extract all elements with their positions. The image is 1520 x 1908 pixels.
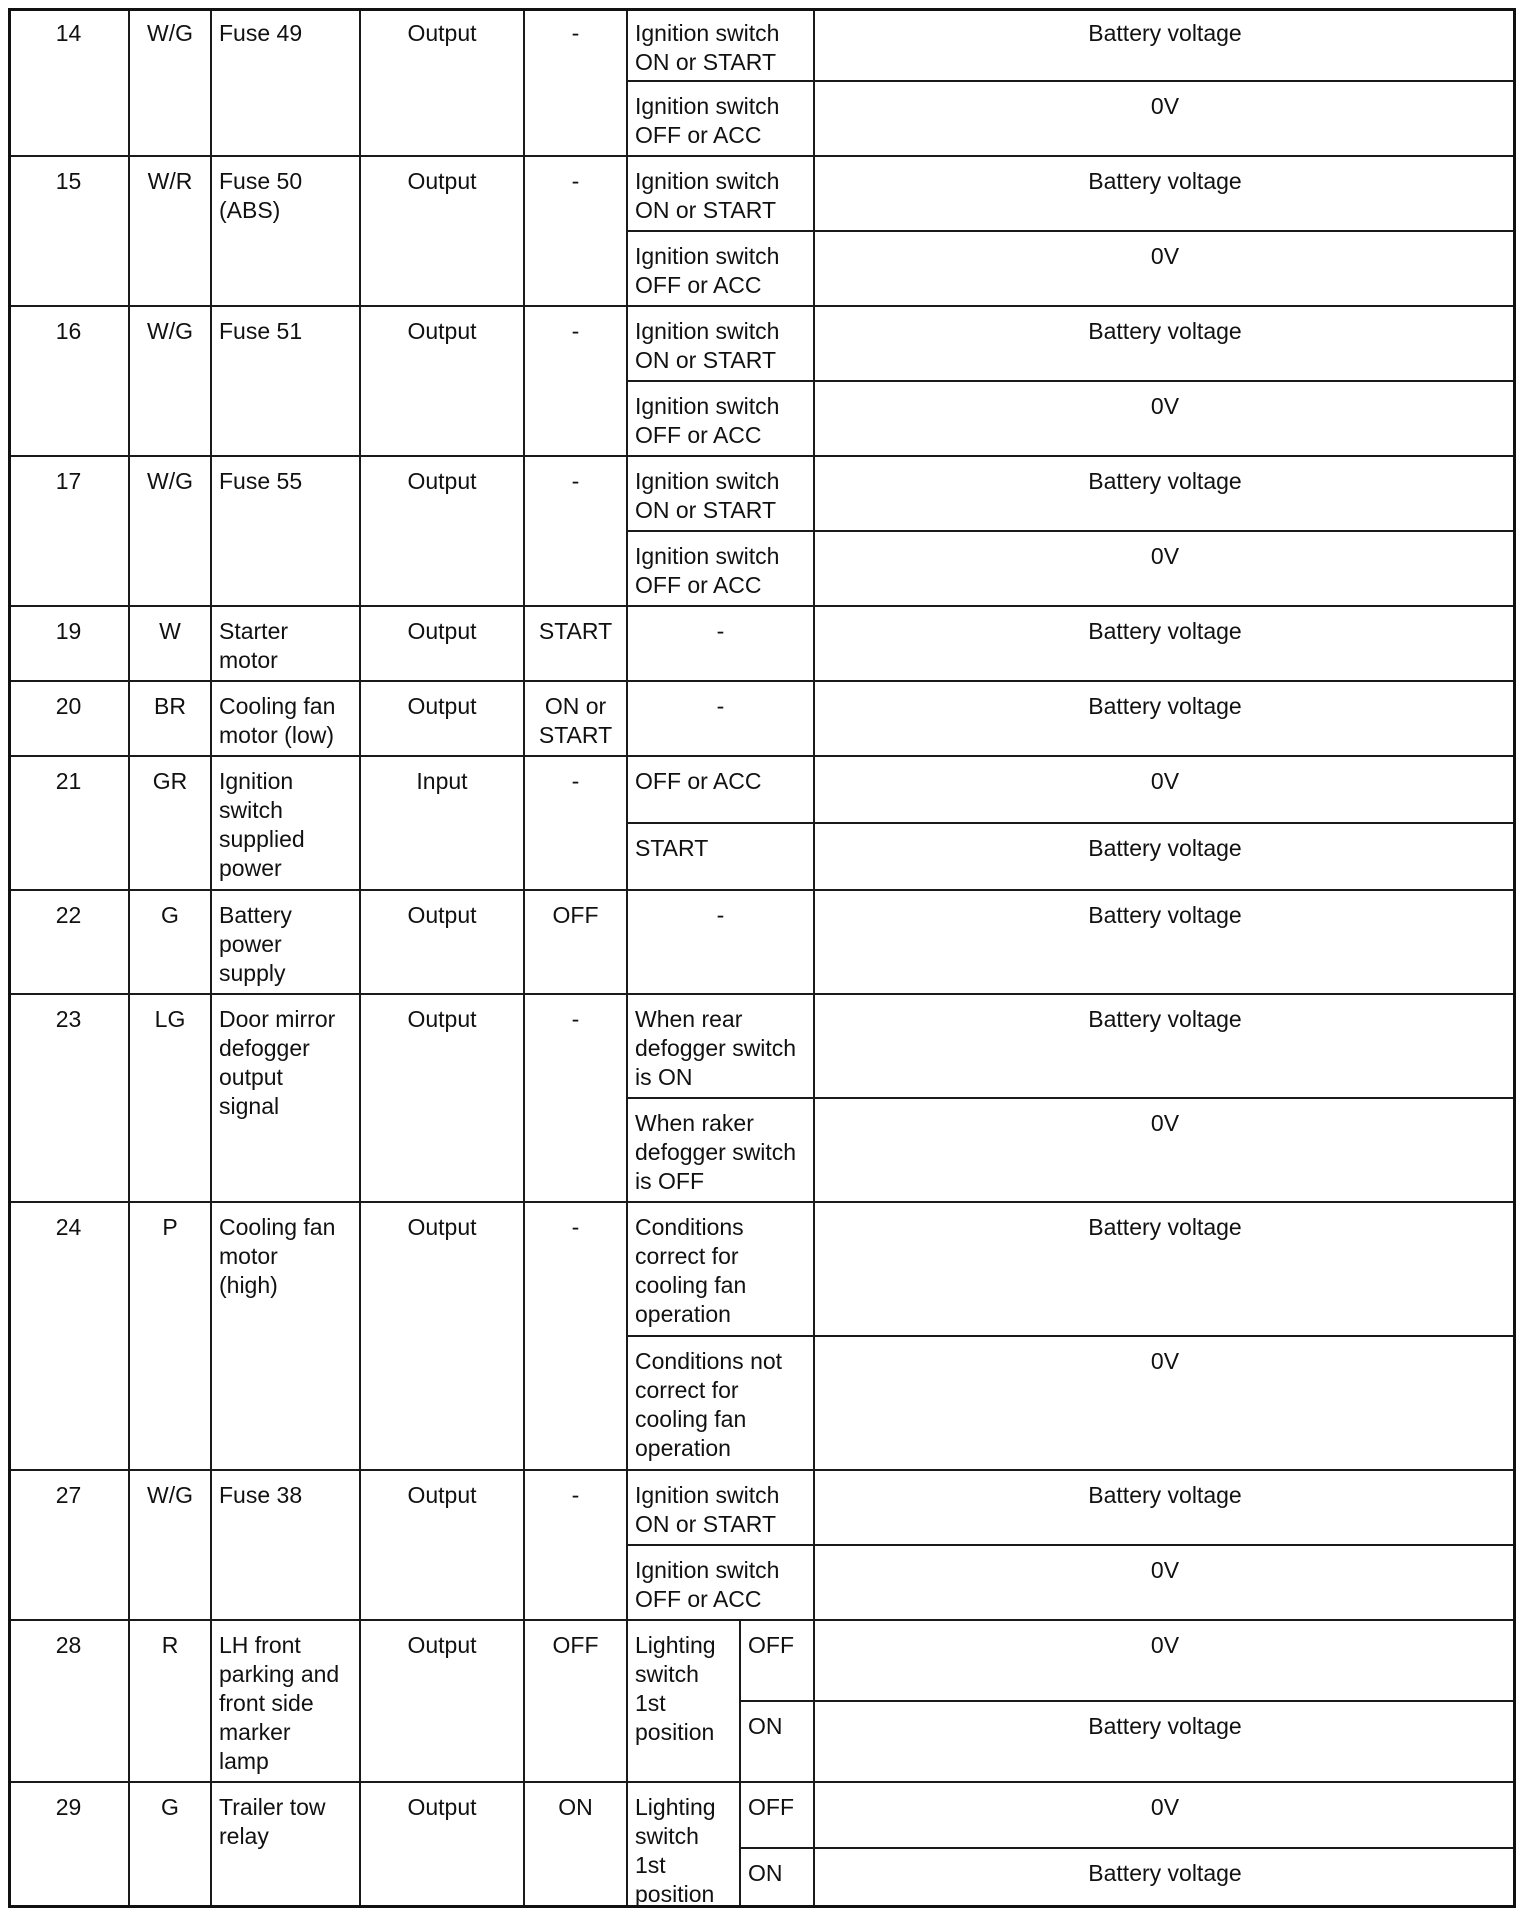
condition: ON — [748, 1860, 783, 1886]
signal-type: Output — [407, 168, 477, 194]
condition: Ignition switch ON or START — [635, 318, 780, 373]
terminal-number: 24 — [55, 1214, 82, 1240]
terminal-item: Fuse 38 — [219, 1482, 303, 1508]
condition: START — [635, 835, 709, 861]
voltage-value: Battery voltage — [1088, 168, 1242, 194]
condition: When rear defogger switch is ON — [635, 1006, 797, 1090]
condition: - — [716, 618, 725, 644]
condition: Ignition switch ON or START — [635, 468, 780, 523]
voltage-value: Battery voltage — [1088, 1482, 1242, 1508]
terminal-number: 29 — [55, 1794, 82, 1820]
condition: Ignition switch ON or START — [635, 20, 780, 75]
terminal-item: Battery power supply — [219, 902, 292, 986]
ignition-switch-position: - — [571, 318, 580, 344]
voltage-value: 0V — [1150, 543, 1180, 569]
terminal-number: 19 — [55, 618, 82, 644]
ignition-switch-position: - — [571, 768, 580, 794]
signal-type: Output — [407, 318, 477, 344]
voltage-value: 0V — [1150, 393, 1180, 419]
signal-type: Output — [407, 1006, 477, 1032]
wire-color: R — [161, 1632, 179, 1658]
terminal-item: Door mirror defogger output signal — [219, 1006, 336, 1119]
condition: Ignition switch OFF or ACC — [635, 1557, 780, 1612]
wire-color: G — [161, 902, 179, 928]
ignition-switch-position: ON — [558, 1794, 593, 1820]
ignition-switch-position: - — [571, 1482, 580, 1508]
terminal-item: Fuse 49 — [219, 20, 303, 46]
voltage-value: 0V — [1150, 768, 1180, 794]
terminal-number: 16 — [55, 318, 82, 344]
ignition-switch-position: OFF — [552, 902, 599, 928]
signal-type: Output — [407, 1482, 477, 1508]
condition: OFF — [748, 1794, 794, 1820]
lighting-switch-label: Lighting switch 1st position — [635, 1794, 716, 1907]
condition: Ignition switch ON or START — [635, 168, 780, 223]
condition: OFF — [748, 1632, 794, 1658]
voltage-value: Battery voltage — [1088, 835, 1242, 861]
ignition-switch-position: - — [571, 168, 580, 194]
terminal-item: Ignition switch supplied power — [219, 768, 305, 881]
ignition-switch-position: - — [571, 1006, 580, 1032]
terminal-number: 17 — [55, 468, 82, 494]
wire-color: W/G — [147, 318, 193, 344]
condition: OFF or ACC — [635, 768, 762, 794]
condition: Conditions correct for cooling fan operation — [635, 1214, 747, 1327]
signal-type: Output — [407, 902, 477, 928]
voltage-value: Battery voltage — [1088, 318, 1242, 344]
ignition-switch-position: - — [571, 1214, 580, 1240]
signal-type: Output — [407, 1214, 477, 1240]
terminal-number: 22 — [55, 902, 82, 928]
voltage-value: 0V — [1150, 1348, 1180, 1374]
voltage-value: 0V — [1150, 1557, 1180, 1583]
condition: - — [716, 693, 725, 719]
terminal-item: Fuse 51 — [219, 318, 303, 344]
terminal-item: Fuse 50 (ABS) — [219, 168, 303, 223]
ignition-switch-position: ON or START — [538, 693, 613, 748]
terminal-number: 27 — [55, 1482, 82, 1508]
signal-type: Output — [407, 1794, 477, 1820]
signal-type: Output — [407, 1632, 477, 1658]
condition: Ignition switch OFF or ACC — [635, 93, 780, 148]
wire-color: W/G — [147, 1482, 193, 1508]
wire-color: W — [159, 618, 181, 644]
voltage-value: Battery voltage — [1088, 902, 1242, 928]
wire-color: BR — [154, 693, 186, 719]
ignition-switch-position: OFF — [552, 1632, 599, 1658]
signal-type: Output — [407, 693, 477, 719]
wire-color: W/G — [147, 20, 193, 46]
voltage-value: Battery voltage — [1088, 20, 1242, 46]
signal-type: Output — [407, 618, 477, 644]
wire-color: P — [162, 1214, 178, 1240]
terminal-item: Starter motor — [219, 618, 289, 673]
voltage-value: Battery voltage — [1088, 1006, 1242, 1032]
voltage-value: 0V — [1150, 1110, 1180, 1136]
voltage-value: 0V — [1150, 93, 1180, 119]
terminal-number: 28 — [55, 1632, 82, 1658]
condition: ON — [748, 1713, 783, 1739]
ignition-switch-position: START — [538, 618, 613, 644]
voltage-value: Battery voltage — [1088, 693, 1242, 719]
voltage-value: Battery voltage — [1088, 1860, 1242, 1886]
voltage-value: 0V — [1150, 1794, 1180, 1820]
wire-color: GR — [152, 768, 188, 794]
condition: Ignition switch ON or START — [635, 1482, 780, 1537]
condition: Conditions not correct for cooling fan operation — [635, 1348, 783, 1461]
terminal-number: 20 — [55, 693, 82, 719]
terminal-number: 14 — [55, 20, 82, 46]
wire-color: W/R — [147, 168, 193, 194]
wire-color: G — [161, 1794, 179, 1820]
ignition-switch-position: - — [571, 468, 580, 494]
condition: Ignition switch OFF or ACC — [635, 543, 780, 598]
signal-type: Output — [407, 20, 477, 46]
terminal-item: Fuse 55 — [219, 468, 303, 494]
terminal-number: 21 — [55, 768, 82, 794]
condition: - — [716, 902, 725, 928]
terminal-number: 15 — [55, 168, 82, 194]
condition: Ignition switch OFF or ACC — [635, 393, 780, 448]
lighting-switch-label: Lighting switch 1st position — [635, 1632, 716, 1745]
condition: When raker defogger switch is OFF — [635, 1110, 797, 1194]
ignition-switch-position: - — [571, 20, 580, 46]
terminal-item: Cooling fan motor (high) — [219, 1214, 336, 1298]
terminal-item: LH front parking and front side marker lamp — [219, 1632, 340, 1774]
terminal-item: Cooling fan motor (low) — [219, 693, 336, 748]
voltage-value: 0V — [1150, 1632, 1180, 1658]
wire-color: LG — [154, 1006, 186, 1032]
signal-type: Output — [407, 468, 477, 494]
signal-type: Input — [416, 768, 468, 794]
voltage-value: 0V — [1150, 243, 1180, 269]
terminal-number: 23 — [55, 1006, 82, 1032]
voltage-value: Battery voltage — [1088, 1214, 1242, 1240]
voltage-value: Battery voltage — [1088, 468, 1242, 494]
voltage-value: Battery voltage — [1088, 618, 1242, 644]
terminal-item: Trailer tow relay — [219, 1794, 326, 1849]
voltage-value: Battery voltage — [1088, 1713, 1242, 1739]
wire-color: W/G — [147, 468, 193, 494]
condition: Ignition switch OFF or ACC — [635, 243, 780, 298]
